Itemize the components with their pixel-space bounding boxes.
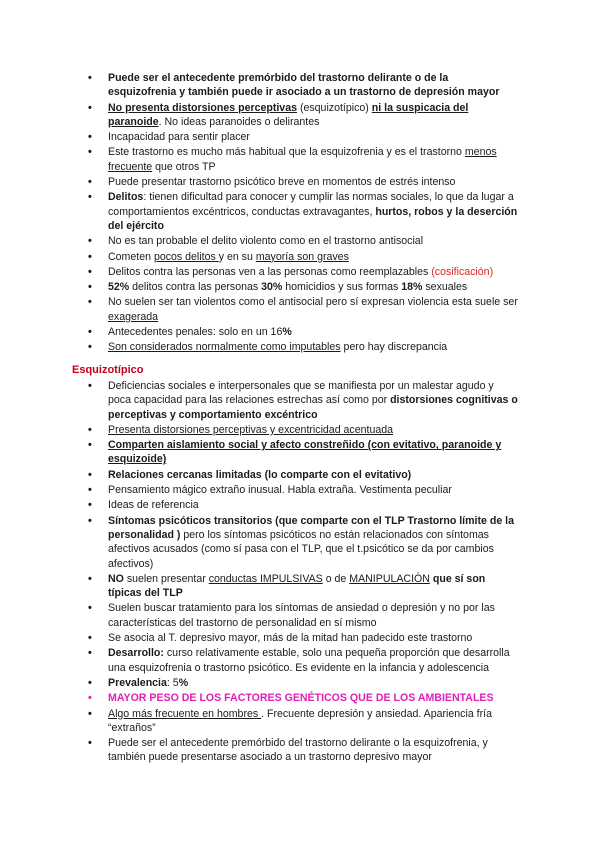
- list-item: [108, 295, 518, 324]
- list-item: [108, 601, 518, 630]
- text-run: Suelen buscar tratamiento para los síntomas de ansiedad o depresión y no por las características del trastorno de personalidad en sí mismo: [108, 602, 495, 629]
- list-item: [108, 250, 518, 264]
- text-run: (cosificación): [431, 265, 494, 278]
- text-run: mayoría son graves: [255, 250, 349, 263]
- bullet-list-upper: [108, 71, 518, 356]
- text-run: No suelen ser tan violentos como el antisocial pero sí expresan violencia esta suele ser: [108, 296, 518, 309]
- list-item: [108, 234, 518, 248]
- text-run: que sí son típicas del TLP: [108, 572, 486, 600]
- text-run: Relaciones cercanas limitadas (lo comparte con el evitativo): [108, 468, 412, 481]
- list-item: [108, 325, 518, 339]
- text-run: . Frecuente depresión y ansiedad. Apariencia fría “extraños”: [108, 707, 492, 734]
- text-run: Antecedentes penales: solo en un 16: [108, 326, 283, 339]
- text-run: pero hay discrepancia: [340, 341, 448, 354]
- list-item: [108, 736, 518, 765]
- text-run: sexuales: [422, 281, 468, 294]
- section-title: Esquizotípico: [72, 364, 144, 376]
- text-run: hurtos, robos y la deserción del ejército: [108, 205, 518, 232]
- text-run: Desarrollo:: [108, 647, 164, 660]
- text-run: Pensamiento mágico extraño inusual. Habla extraña. Vestimenta peculiar: [108, 484, 452, 497]
- text-run: Puede ser el antecedente premórbido del trastorno delirante o de la esquizofrenia y también puede ir asociado a un trastorno de depresión mayor: [108, 72, 500, 99]
- text-run: y en su: [218, 250, 256, 263]
- text-run: . No ideas paranoides o delirantes: [158, 115, 320, 128]
- text-run: o de: [322, 572, 350, 585]
- text-run: Puede ser el antecedente premórbido del trastorno delirante o la esquizofrenia, y también puede presentarse asociado a un trastorno depresivo mayor: [108, 737, 488, 764]
- list-item: [108, 514, 518, 571]
- text-run: Este trastorno es mucho más habitual que la esquizofrenia y es el trastorno: [108, 146, 465, 159]
- list-item: [108, 71, 518, 100]
- text-run: %: [178, 676, 189, 689]
- text-run: Puede presentar trastorno psicótico breve en momentos de estrés intenso: [108, 176, 456, 189]
- text-run: MAYOR PESO DE LOS FACTORES GENÉTICOS QUE DE LOS AMBIENTALES: [108, 692, 494, 705]
- text-run: ni la suspicacia del paranoide: [108, 101, 469, 128]
- text-run: No es tan probable el delito violento como en el trastorno antisocial: [108, 235, 424, 248]
- list-item: [108, 691, 518, 705]
- text-run: curso relativamente estable, solo una pequeña proporción que desarrolla una esquizofrenia o trastorno psicótico. Es evidente en la infancia y adolescencia: [108, 647, 510, 674]
- list-item: [108, 379, 518, 422]
- text-run: conductas IMPULSIVAS: [208, 572, 323, 585]
- text-run: pero los síntomas psicóticos no están relacionados con síntomas afectivos acusados (como sí pasa con el TLP, que el t.psicótico se da por cambios afectivos): [108, 528, 494, 570]
- text-run: Algo más frecuente en hombres: [108, 707, 262, 720]
- text-run: Presenta distorsiones perceptivas y excentricidad acentuada: [108, 423, 394, 436]
- list-item: [108, 707, 518, 736]
- list-item: [108, 631, 518, 645]
- text-run: pocos delitos: [153, 250, 219, 263]
- list-item: [108, 340, 518, 354]
- text-run: Prevalencia: [108, 676, 167, 689]
- list-item: [108, 175, 518, 189]
- text-run: exagerada: [108, 310, 159, 323]
- bullet-list-esquizotipico: [108, 379, 518, 766]
- text-run: NO: [108, 572, 124, 585]
- list-item: [108, 676, 518, 690]
- list-item: [108, 646, 518, 675]
- text-run: Comparten aislamiento social y afecto constreñido (con evitativo, paranoide y esquizoide): [108, 439, 502, 466]
- text-run: No presenta distorsiones perceptivas: [108, 101, 297, 114]
- text-run: : 5: [166, 676, 179, 689]
- list-item: [108, 438, 518, 467]
- text-run: Son considerados normalmente como imputables: [108, 341, 341, 354]
- text-run: (esquizotípico): [297, 101, 372, 114]
- text-run: Síntomas psicóticos transitorios (que comparte con el TLP Trastorno límite de la personalidad ): [108, 514, 514, 541]
- text-run: homicidios y sus formas: [282, 281, 402, 294]
- text-run: MANIPULACIÓN: [349, 572, 430, 585]
- list-item: [108, 572, 518, 601]
- text-run: Cometen: [108, 250, 154, 263]
- list-item: [108, 280, 518, 294]
- list-item: [108, 468, 518, 482]
- text-run: : tienen dificultad para conocer y cumplir las normas sociales, lo que da lugar a comportamientos excéntricos, conductas extravagantes,: [108, 191, 514, 218]
- list-item: [108, 423, 518, 437]
- text-run: delitos contra las personas: [129, 281, 262, 294]
- text-run: menos frecuente: [108, 146, 497, 173]
- list-item: [108, 498, 518, 512]
- text-run: 52%: [108, 281, 130, 294]
- list-item: [108, 483, 518, 497]
- text-run: Delitos contra las personas ven a las personas como reemplazables: [108, 265, 432, 278]
- text-run: Se asocia al T. depresivo mayor, más de la mitad han padecido este trastorno: [108, 632, 473, 645]
- list-item: [108, 190, 518, 233]
- text-run: 18%: [401, 281, 423, 294]
- text-run: 30%: [261, 281, 283, 294]
- text-run: Deficiencias sociales e interpersonales que se manifiesta por un malestar agudo y poca capacidad para las relaciones estrechas así como por: [108, 380, 494, 407]
- text-run: Incapacidad para sentir placer: [108, 131, 250, 144]
- list-item: [108, 265, 518, 279]
- list-item: [108, 145, 518, 174]
- list-item: [108, 130, 518, 144]
- text-run: Ideas de referencia: [108, 499, 199, 512]
- text-run: distorsiones cognitivas o perceptivas y comportamiento excéntrico: [108, 394, 518, 421]
- text-run: %: [282, 326, 292, 339]
- list-item: [108, 101, 518, 130]
- text-run: que otros TP: [152, 160, 216, 173]
- text-run: suelen presentar: [123, 572, 209, 585]
- text-run: Delitos: [108, 191, 144, 204]
